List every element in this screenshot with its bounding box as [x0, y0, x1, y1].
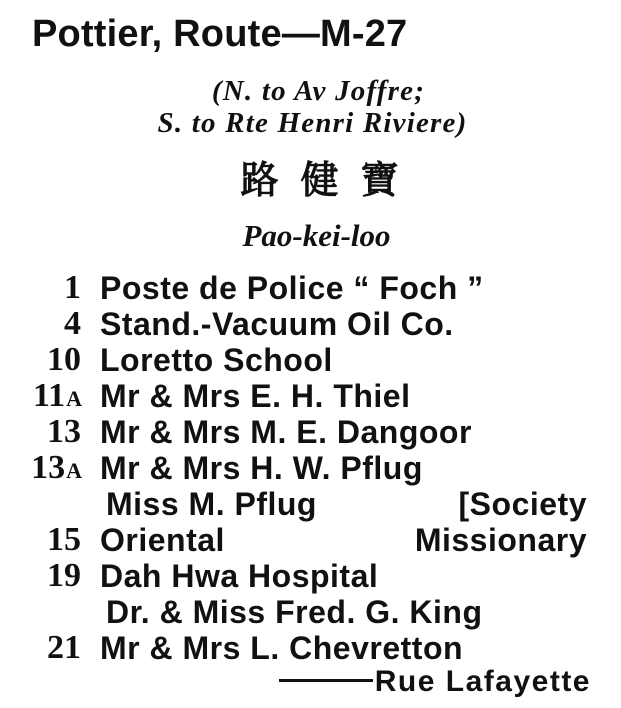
occupant-name: Mr & Mrs M. E. Dangoor: [100, 414, 472, 450]
continuation-text: [Society: [458, 486, 587, 522]
house-number: 11A: [32, 377, 82, 414]
address-entry: [0, 306, 621, 342]
house-number: 19: [47, 557, 81, 594]
occupant-name: Loretto School: [100, 342, 333, 378]
address-entry: [0, 630, 621, 666]
occupant-name: Oriental: [100, 522, 225, 558]
cross-street-name: Rue Lafayette: [374, 665, 591, 698]
house-number: 15: [47, 521, 81, 558]
address-entry: [0, 594, 621, 630]
house-number: [0, 486, 82, 525]
address-entry: [0, 270, 621, 306]
address-entry: [0, 522, 621, 558]
address-entry: [0, 558, 621, 594]
occupant-name: Poste de Police “ Foch ”: [100, 270, 484, 306]
house-number: 10: [47, 341, 81, 378]
occupant-name: Mr & Mrs H. W. Pflug: [100, 450, 423, 486]
house-number: 1: [64, 269, 81, 306]
occupant-name: Stand.-Vacuum Oil Co.: [100, 306, 454, 342]
direction-line-south: S. to Rte Henri Riviere): [157, 107, 468, 139]
house-number: 21: [47, 629, 81, 666]
house-number: 13: [47, 413, 81, 450]
address-entry: [0, 378, 621, 414]
occupant-name: Mr & Mrs E. H. Thiel: [100, 378, 411, 414]
house-number: [0, 594, 82, 633]
occupant-name: Dah Hwa Hospital: [100, 558, 379, 594]
address-entry: [0, 414, 621, 450]
street-title: Pottier, Route—M-27: [32, 13, 408, 55]
address-entry: [0, 486, 621, 522]
cross-street-line: [279, 664, 591, 700]
house-number: 13A: [31, 449, 82, 486]
occupant-name: Mr & Mrs L. Chevretton: [100, 630, 464, 666]
continuation-text: Missionary: [414, 522, 587, 558]
romanized-street-name: Pao-kei-loo: [242, 218, 391, 253]
occupant-name: Miss M. Pflug: [106, 486, 317, 522]
occupant-name: Dr. & Miss Fred. G. King: [106, 594, 483, 630]
address-entry: [0, 450, 621, 486]
direction-line-north: (N. to Av Joffre;: [211, 75, 426, 107]
dash-rule: [279, 679, 373, 682]
chinese-street-name: 路健寶: [240, 158, 421, 202]
address-entry: [0, 342, 621, 378]
house-number: 4: [64, 305, 81, 342]
